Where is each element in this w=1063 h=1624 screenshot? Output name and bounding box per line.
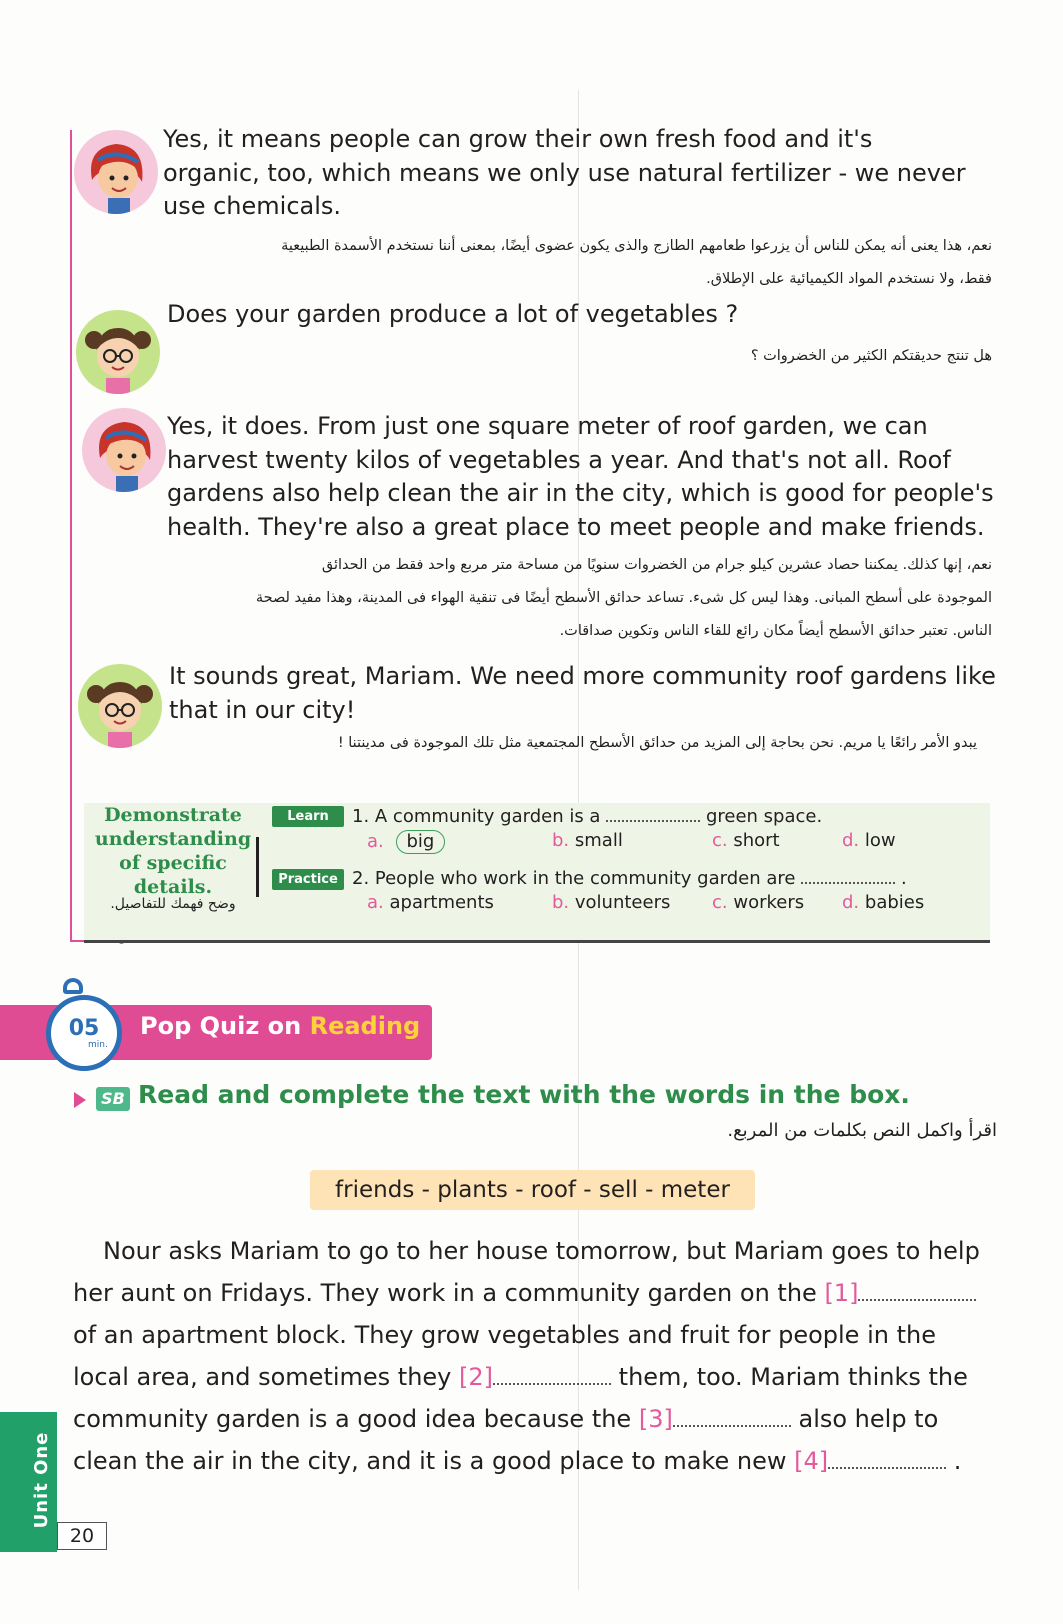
text-line: details.	[133, 876, 213, 898]
learn-tag: Learn	[272, 806, 344, 827]
option-letter: c.	[712, 892, 728, 913]
text-line: It sounds great, Mariam. We need more community roof gardens like	[169, 662, 996, 690]
option-text: short	[733, 830, 780, 851]
instruction-arabic: اقرأ واكمل النص بكلمات من المربع.	[727, 1120, 997, 1141]
page-number: 20	[57, 1522, 107, 1550]
option-letter: c.	[712, 830, 728, 851]
question-2	[352, 868, 907, 890]
option-letter: b.	[552, 830, 570, 851]
text-line: organic, too, which means we only use natural fertilizer - we never	[163, 158, 966, 187]
unit-label: Unit One	[31, 1431, 52, 1529]
timer-number: 05	[68, 1016, 100, 1041]
dialogue-2-english	[167, 298, 738, 332]
sb-badge: SB	[96, 1087, 130, 1111]
dialogue-3-english	[167, 410, 994, 544]
option-d[interactable]	[842, 892, 924, 914]
option-c[interactable]	[712, 892, 804, 914]
text-line: فقط، ولا نستخدم المواد الكيميائية على الإطلاق.	[706, 271, 992, 287]
option-letter: a.	[367, 831, 384, 852]
dialogue-4-english	[169, 660, 996, 727]
option-text: babies	[864, 892, 925, 913]
text-segment: also help to	[798, 1405, 939, 1433]
text-segment: clean the air in the city, and it is a good place to make new	[73, 1447, 787, 1475]
text-line: Yes, it means people can grow their own fresh food and it's	[163, 125, 873, 153]
pop-quiz-title	[140, 1012, 420, 1040]
answer-blank[interactable]	[828, 1455, 946, 1469]
text-segment: .	[953, 1447, 962, 1475]
avatar-red-hair-girl	[82, 408, 166, 492]
blank-number: [1]	[824, 1279, 859, 1307]
text-line: that in our city!	[169, 695, 356, 724]
text-segment: her aunt on Fridays. They work in a community garden on the	[73, 1279, 817, 1307]
stopwatch-knob-icon	[63, 978, 83, 994]
instruction: Read and complete the text with the words in the box.	[138, 1080, 910, 1109]
skill-arabic: وضح فهمك للتفاصيل.	[110, 896, 236, 912]
passage-line: of an apartment block. They grow vegetables and fruit for people in the	[73, 1321, 936, 1349]
option-c[interactable]	[712, 830, 780, 852]
answer-blank[interactable]	[801, 870, 895, 884]
text-line: health. They're also a great place to meet people and make friends.	[167, 512, 985, 541]
option-text: workers	[733, 892, 805, 913]
text-line: understanding	[94, 828, 252, 850]
dialogue-2-arabic	[172, 340, 992, 373]
option-a[interactable]	[367, 892, 494, 914]
text-segment: them, too. Mariam thinks the	[618, 1363, 968, 1391]
avatar-glasses-girl	[78, 664, 162, 748]
option-text: low	[864, 830, 896, 851]
avatar-red-hair-girl	[74, 130, 158, 214]
skill-box-bottom-rule	[84, 940, 990, 943]
option-b[interactable]	[552, 830, 623, 852]
text-line: نعم، هذا يعنى أنه يمكن للناس أن يزرعوا طعامهم الطازج والذى يكون عضوى أيضًا، بمعنى أننا نستخدم الأسمدة الطبيعية	[281, 238, 992, 254]
option-d[interactable]	[842, 830, 896, 852]
answer-blank[interactable]	[493, 1371, 611, 1385]
option-text: volunteers	[574, 892, 671, 913]
text-line: harvest twenty kilos of vegetables a year. And that's not all. Roof	[167, 445, 951, 474]
answer-blank[interactable]	[673, 1413, 791, 1427]
dialogue-1-english	[163, 123, 966, 224]
text-line: الناس. تعتبر حدائق الأسطح أيضاً مكان رائع للقاء الناس وتكوين صداقات.	[559, 623, 992, 639]
question-1-text: 1. A community garden is a	[352, 806, 601, 827]
dialogue-3-arabic	[172, 549, 992, 648]
text-segment: community garden is a good idea because the	[73, 1405, 632, 1433]
passage-line	[73, 1272, 976, 1314]
option-text: apartments	[389, 892, 494, 913]
option-letter: d.	[842, 830, 860, 851]
avatar-glasses-girl	[76, 310, 160, 394]
arrow-icon	[74, 1092, 86, 1108]
option-letter: a.	[367, 892, 384, 913]
word-box: friends - plants - roof - sell - meter	[310, 1170, 755, 1210]
pop-quiz-label: Pop Quiz on	[140, 1012, 310, 1040]
option-text: small	[574, 830, 623, 851]
text-line: Yes, it does. From just one square meter of roof garden, we can	[167, 412, 928, 440]
dialogue-1-arabic	[172, 230, 992, 296]
passage-line	[73, 1440, 961, 1482]
text-line: يبدو الأمر رائعًا يا مريم. نحن بحاجة إلى المزيد من حدائق الأسطح المجتمعية مثل تلك الموجودة فى مدينتنا !	[337, 735, 977, 751]
blank-number: [3]	[638, 1405, 673, 1433]
text-line: Does your garden produce a lot of vegetables ?	[167, 300, 739, 328]
passage-line: Nour asks Mariam to go to her house tomorrow, but Mariam goes to help	[103, 1237, 980, 1265]
answer-blank[interactable]	[606, 808, 700, 822]
question-1	[352, 806, 822, 828]
option-b[interactable]	[552, 892, 670, 914]
passage-line	[73, 1398, 938, 1440]
dialogue-margin-line	[70, 130, 72, 942]
text-segment: local area, and sometimes they	[73, 1363, 452, 1391]
blank-number: [4]	[794, 1447, 829, 1475]
answer-blank[interactable]	[858, 1287, 976, 1301]
text-line: Demonstrate	[104, 804, 242, 826]
option-letter: d.	[842, 892, 860, 913]
skill-title	[84, 803, 262, 899]
question-2-text: 2. People who work in the community garden are	[352, 868, 796, 889]
text-line: الموجودة على أسطح المبانى. وهذا ليس كل شىء. تساعد حدائق الأسطح أيضًا فى تنقية الهواء فى المدينة، وهذا مفيد لصحة	[255, 590, 992, 606]
text-line: gardens also help clean the air in the city, which is good for people's	[167, 479, 994, 507]
text-line: use chemicals.	[163, 192, 342, 220]
pop-quiz-highlight: Reading	[309, 1012, 421, 1040]
text-line: of specific	[119, 852, 227, 874]
skill-divider	[256, 837, 259, 897]
text-line: نعم، إنها كذلك. يمكننا حصاد عشرين كيلو جرام من الخضروات سنويًا من مساحة متر مربع واحد فقط من الحدائق	[321, 557, 992, 573]
option-a[interactable]	[367, 830, 445, 854]
question-1-end: green space.	[705, 806, 823, 827]
practice-tag: Practice	[272, 869, 344, 890]
blank-number: [2]	[459, 1363, 494, 1391]
option-letter: b.	[552, 892, 570, 913]
text-line: هل تنتج حديقتكم الكثير من الخضروات ؟	[750, 348, 992, 364]
dialogue-4-arabic	[157, 727, 977, 760]
timer-unit: min.	[88, 1040, 108, 1050]
passage-line	[73, 1356, 968, 1398]
question-2-end: .	[900, 868, 907, 889]
option-text-circled: big	[396, 830, 446, 854]
